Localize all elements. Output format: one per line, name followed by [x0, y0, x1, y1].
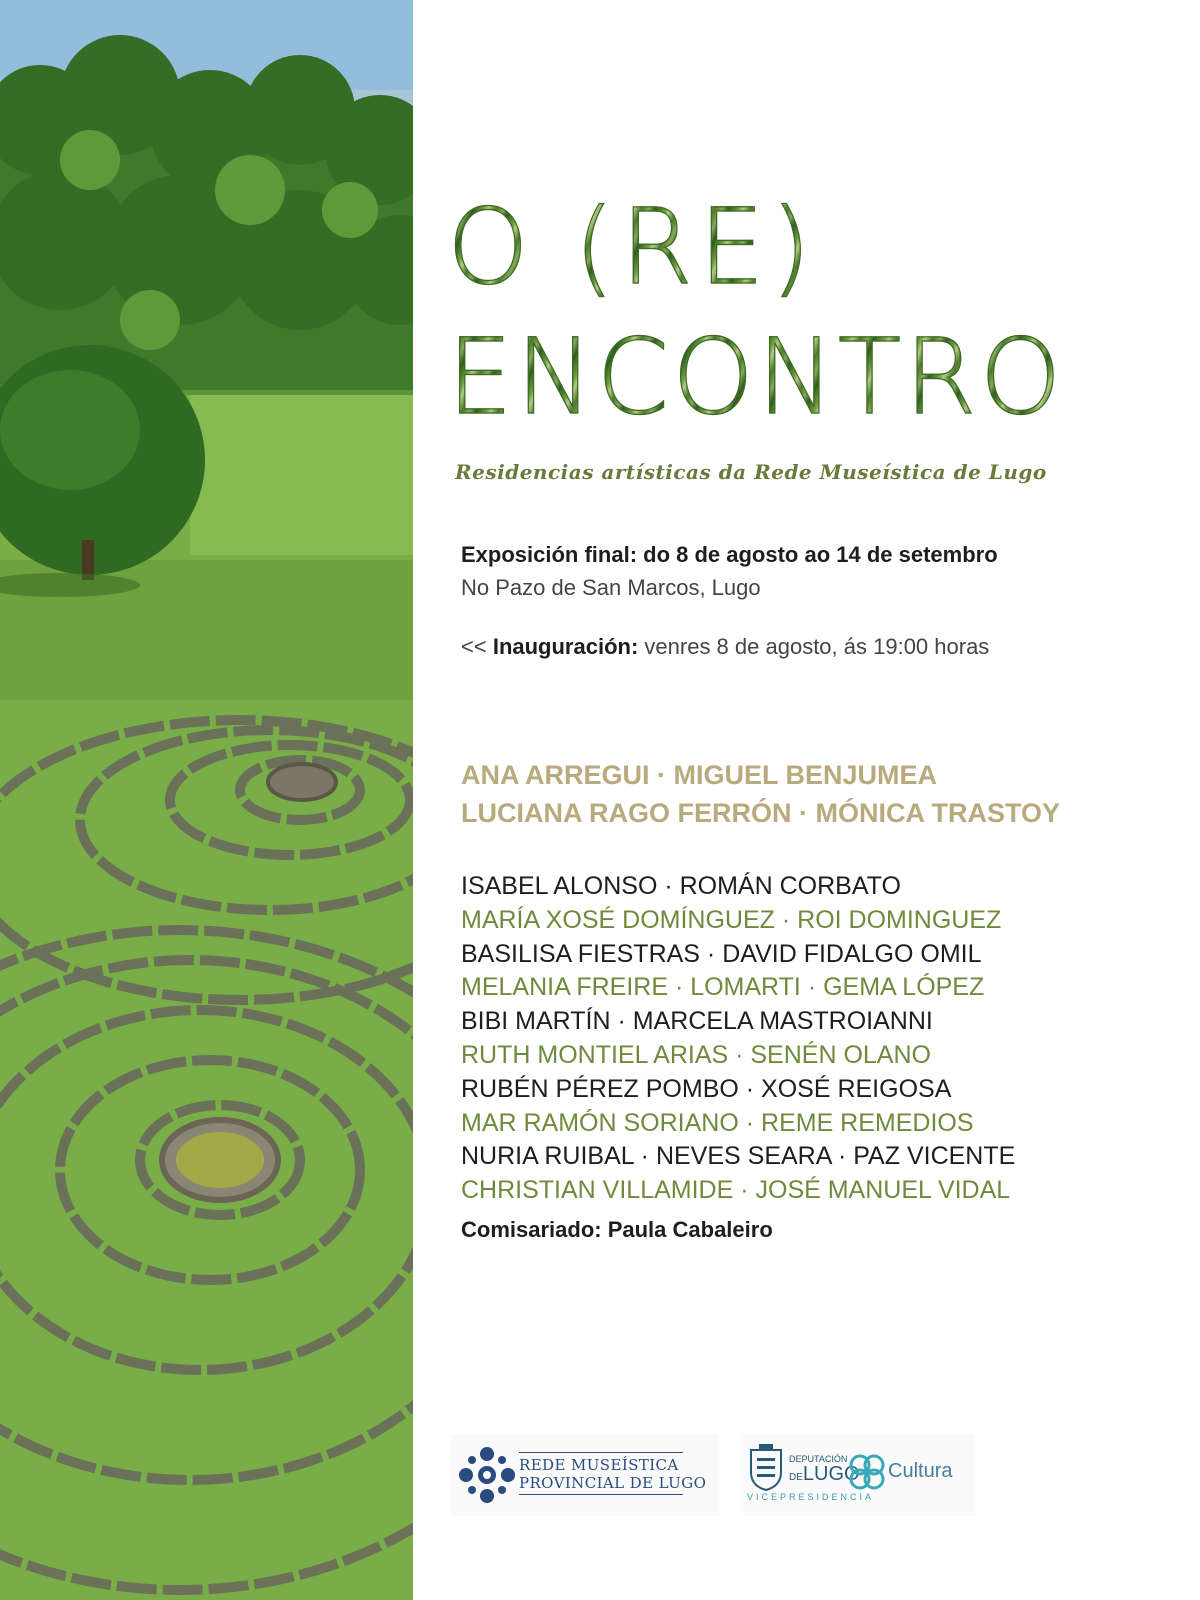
inauguration-line	[461, 634, 989, 660]
artist-line: CHRISTIAN VILLAMIDE · JOSÉ MANUEL VIDAL	[461, 1176, 1011, 1205]
poster-content	[413, 0, 1200, 1600]
artist-line: BIBI MARTÍN · MARCELA MASTROIANNI	[461, 1007, 933, 1036]
artist-line: MELANIA FREIRE · LOMARTI · GEMA LÓPEZ	[461, 973, 985, 1002]
inauguration-prefix: <<	[461, 634, 487, 659]
lead-artists-line-1: ANA ARREGUI · MIGUEL BENJUMEA	[461, 760, 938, 790]
exhibition-venue: No Pazo de San Marcos, Lugo	[461, 575, 761, 600]
artist-line: BASILISA FIESTRAS · DAVID FIDALGO OMIL	[461, 939, 982, 968]
coat-of-arms-icon	[747, 1442, 785, 1492]
artist-line: RUTH MONTIEL ARIAS · SENÉN OLANO	[461, 1040, 931, 1069]
rede-line-2: PROVINCIAL DE LUGO	[519, 1474, 707, 1492]
title-line-1: O (RE)	[447, 186, 818, 308]
exhibition-dates: Exposición final: do 8 de agosto ao 14 de setembro	[461, 542, 998, 567]
artist-list	[461, 870, 1015, 1208]
stone-spiral-illustration	[0, 0, 413, 1600]
deputacion-lugo-logo	[743, 1434, 975, 1516]
artist-line: MARÍA XOSÉ DOMÍNGUEZ · ROI DOMINGUEZ	[461, 905, 1002, 934]
rede-line-1: REDE MUSEÍSTICA	[519, 1456, 679, 1474]
artist-line: NURIA RUIBAL · NEVES SEARA · PAZ VICENTE	[461, 1142, 1016, 1171]
artist-line: MAR RAMÓN SORIANO · REME REMEDIOS	[461, 1108, 974, 1137]
artist-line: RUBÉN PÉREZ POMBO · XOSÉ REIGOSA	[461, 1074, 952, 1103]
cultura-rings-icon	[847, 1452, 887, 1492]
vicepresidencia-text: VICEPRESIDENCIA	[747, 1492, 875, 1502]
rede-emblem-icon	[457, 1440, 517, 1510]
curator: Comisariado: Paula Cabaleiro	[461, 1217, 773, 1242]
inauguration-label: Inauguración:	[492, 634, 639, 659]
deputacion-de-text: DE	[789, 1472, 803, 1483]
rede-rule-bottom	[519, 1494, 683, 1495]
rede-rule-top	[519, 1452, 683, 1453]
inauguration-value: venres 8 de agosto, ás 19:00 horas	[644, 634, 990, 659]
lead-artists-line-2: LUCIANA RAGO FERRÓN · MÓNICA TRASTOY	[461, 798, 1060, 828]
cultura-text: Cultura	[888, 1460, 953, 1482]
subtitle: Residencias artísticas da Rede Museística de Lugo	[455, 460, 1047, 484]
artist-line: ISABEL ALONSO · ROMÁN CORBATO	[461, 872, 901, 900]
rede-museistica-logo	[451, 1434, 719, 1516]
title-line-2: ENCONTRO	[447, 316, 1065, 438]
rede-logo-text	[519, 1456, 706, 1492]
landscape-photo	[0, 0, 413, 1600]
deputacion-lugo-word: LUGO	[802, 1463, 860, 1485]
deputacion-small-text: DEPUTACIÓN	[789, 1454, 848, 1464]
